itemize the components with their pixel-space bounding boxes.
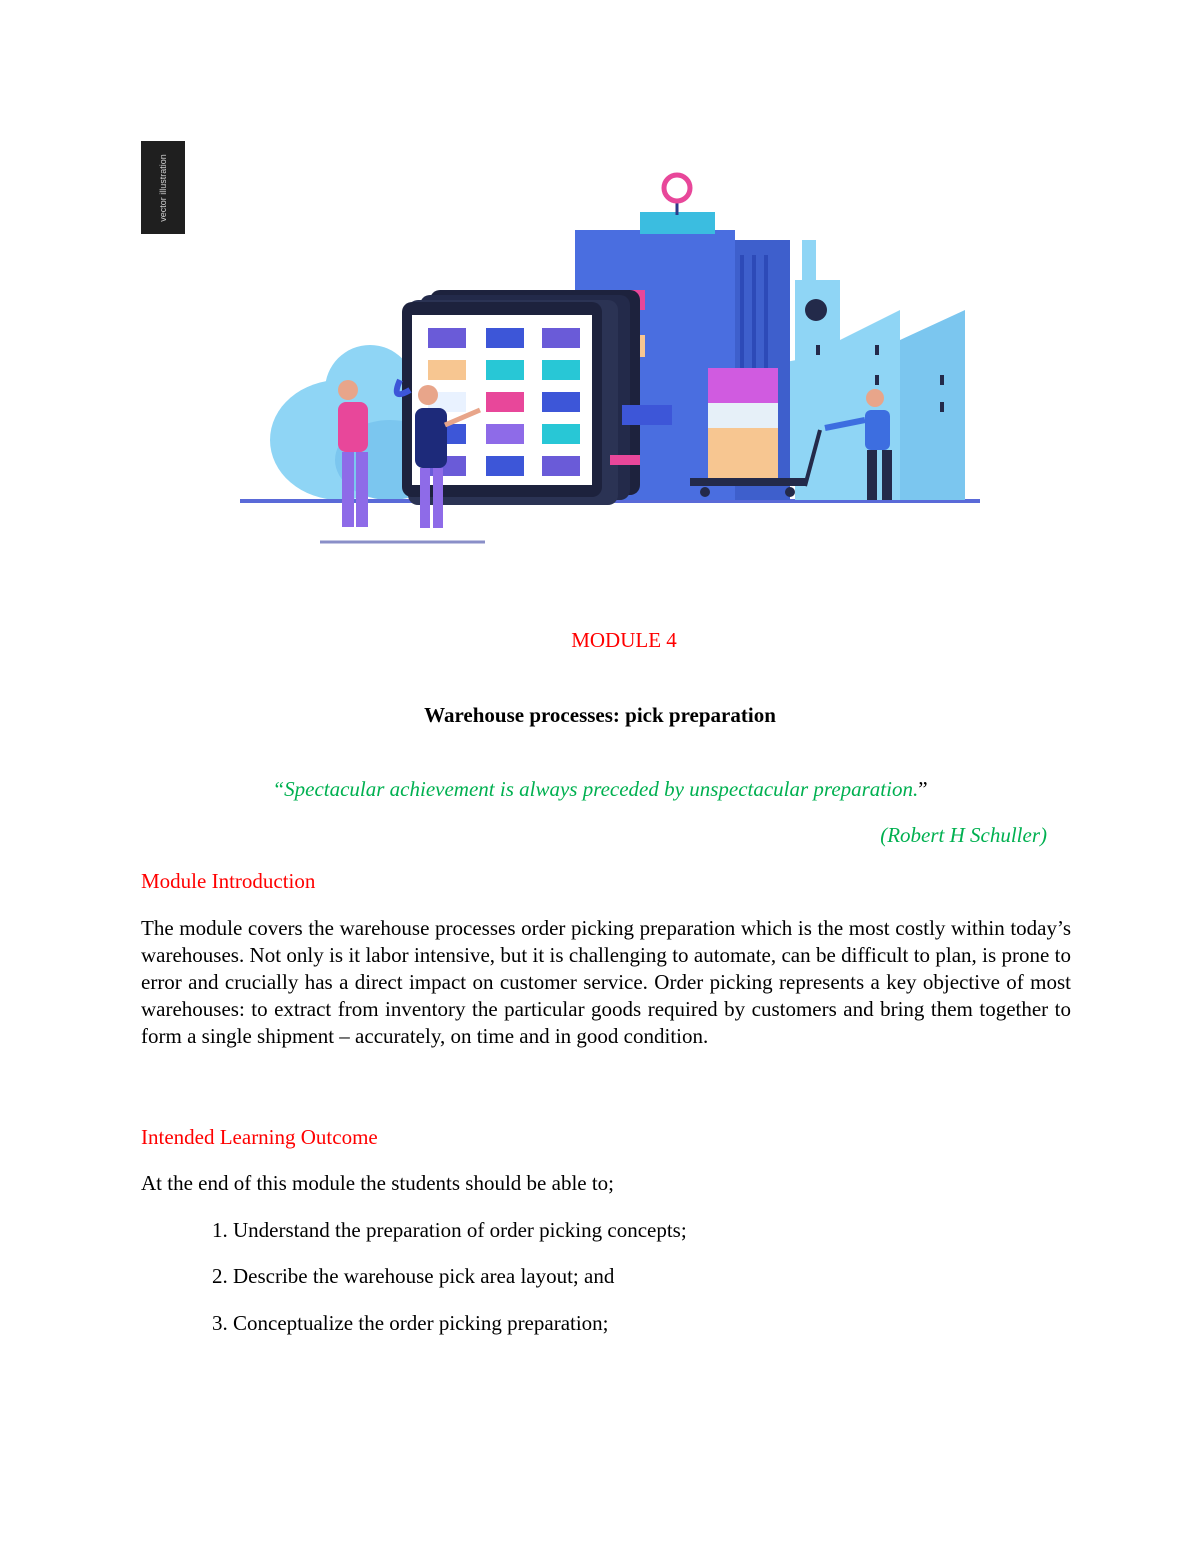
section-heading-introduction: Module Introduction: [141, 869, 316, 893]
watermark-tab: [141, 141, 185, 234]
section-heading-outcomes: Intended Learning Outcome: [141, 1125, 378, 1149]
page-title: Warehouse processes: pick preparation: [424, 703, 776, 727]
quote: [0, 776, 1200, 803]
quote-author: (Robert H Schuller): [880, 823, 1047, 847]
watermark-label: vector illustration: [158, 153, 168, 222]
outcomes-lead: At the end of this module the students should be able to;: [141, 1171, 615, 1195]
outcome-item: 2. Describe the warehouse pick area layout; and: [212, 1264, 615, 1288]
warehouse-illustration: [140, 140, 990, 550]
module-label: MODULE 4: [571, 628, 677, 652]
introduction-paragraph: The module covers the warehouse processes order picking preparation which is the most costly within today’s warehouses. Not only is it labor intensive, but it is challenging to automate, can be difficult to plan, is prone to error and crucially has a direct impact on customer service. Order picking represents a key objective of most warehouses: to extract from inventory the particular goods required by customers and bring them together to form a single shipment – accurately, on time and in good condition.: [141, 916, 1071, 1048]
quote-text: “Spectacular achievement is always preceded by unspectacular preparation.: [272, 777, 919, 801]
quote-closing-mark: ”: [918, 777, 928, 801]
outcome-item: 1. Understand the preparation of order picking concepts;: [212, 1218, 687, 1242]
outcome-item: 3. Conceptualize the order picking preparation;: [212, 1311, 609, 1335]
